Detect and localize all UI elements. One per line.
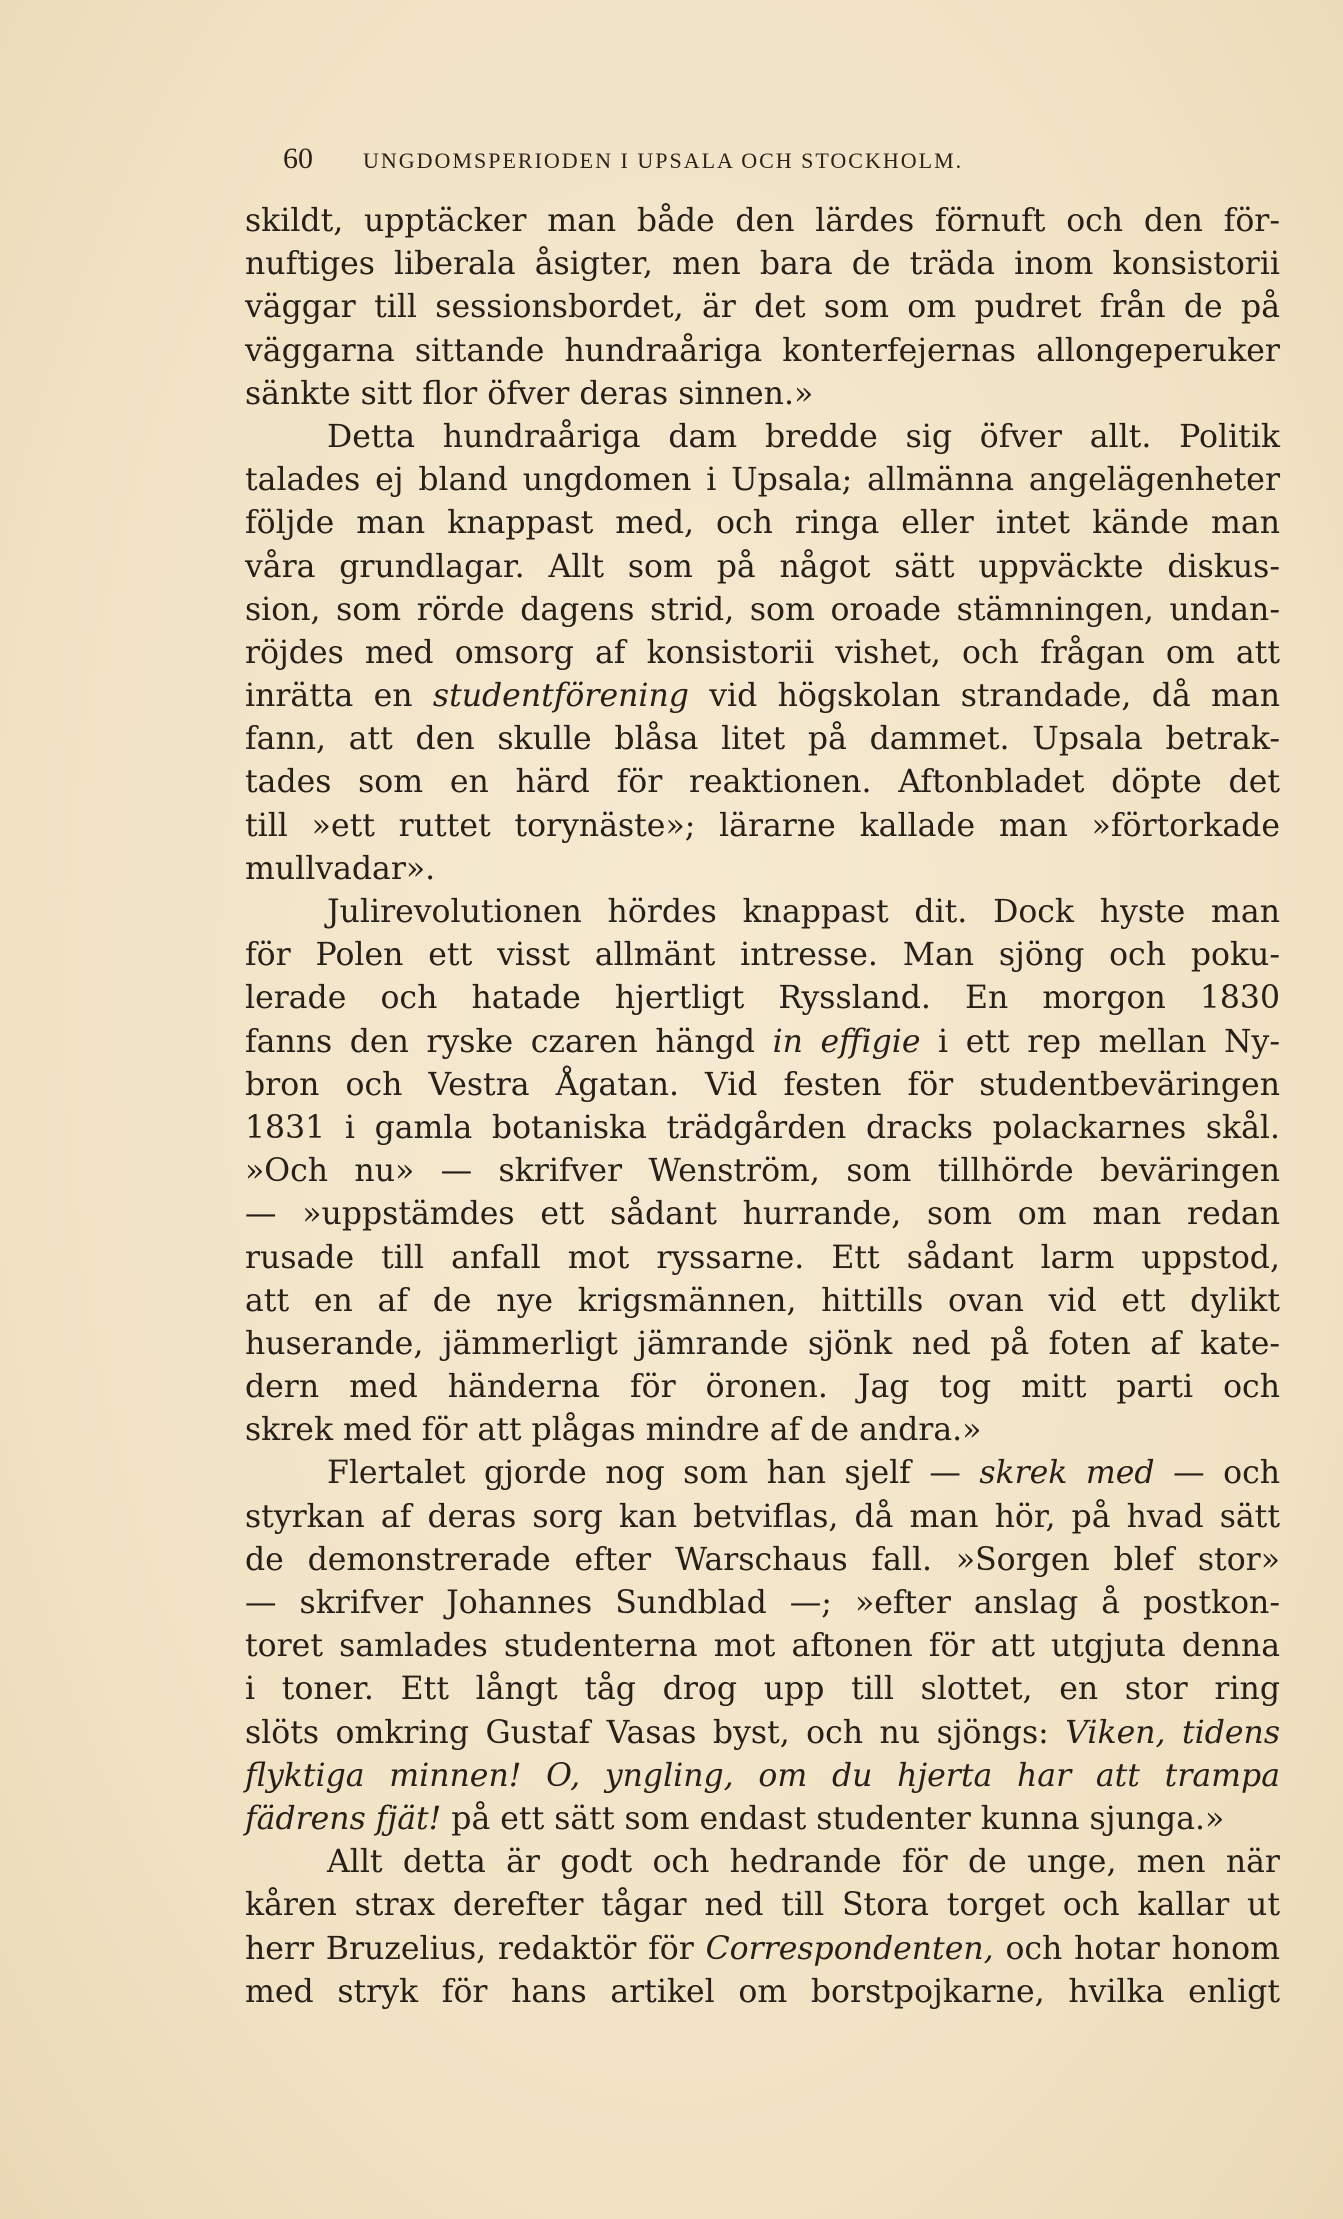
text-line: — »uppstämdes ett sådant hurrande, som om man redan — [245, 1196, 1280, 1233]
italic-phrase: flyktiga minnen! O, yngling, om du hjerta har att trampa — [245, 1757, 1280, 1794]
text-line: mullvadar». — [245, 850, 436, 887]
text-line — [245, 1928, 1280, 1971]
text-line: rusade till anfall mot ryssarne. Ett sådant larm uppstod, — [245, 1239, 1280, 1276]
text-line: till »ett ruttet torynäste»; lärarne kallade man »förtorkade — [245, 807, 1280, 844]
italic-phrase: fädrens fjät! — [245, 1800, 442, 1837]
italic-phrase: Viken, tidens — [1065, 1714, 1280, 1751]
text-line: lerade och hatade hjertligt Ryssland. En morgon 1830 — [245, 980, 1280, 1017]
text-line: våra grundlagar. Allt som på något sätt uppväckte diskus- — [245, 548, 1280, 585]
text-line: i toner. Ett långt tåg drog upp till slottet, en stor ring — [245, 1671, 1280, 1708]
text-segment: slöts omkring Gustaf Vasas byst, och nu sjöngs: — [245, 1714, 1066, 1751]
text-line: »Och nu» — skrifver Wenström, som tillhörde beväringen — [245, 1153, 1280, 1190]
italic-phrase: Correspondenten, — [705, 1930, 994, 1967]
text-line: med stryk för hans artikel om borstpojkarne, hvilka enligt — [245, 1973, 1280, 2010]
text-line — [245, 675, 1280, 718]
text-line: Detta hundraåriga dam bredde sig öfver allt. Politik — [327, 418, 1280, 455]
text-line: de demonstrerade efter Warschaus fall. »Sorgen blef stor» — [245, 1541, 1280, 1578]
text-line: 1831 i gamla botaniska trädgården dracks polackarnes skål. — [245, 1109, 1280, 1146]
body-text — [245, 200, 1280, 2014]
text-segment: på ett sätt som endast studenter kunna sjunga.» — [441, 1800, 1225, 1837]
text-line: talades ej bland ungdomen i Upsala; allmänna angelägenheter — [245, 462, 1280, 499]
text-line: kåren strax derefter tågar ned till Stora torget och kallar ut — [245, 1887, 1280, 1924]
italic-phrase: skrek med — [979, 1455, 1155, 1492]
text-line — [245, 1755, 1280, 1798]
text-line: toret samlades studenterna mot aftonen för att utgjuta denna — [245, 1628, 1280, 1665]
text-line: väggarna sittande hundraåriga konterfejernas allongeperuker — [245, 332, 1280, 369]
text-line: tades som en härd för reaktionen. Aftonbladet döpte det — [245, 764, 1280, 801]
text-line: — skrifver Johannes Sundblad —; »efter anslag å postkon- — [245, 1585, 1280, 1621]
running-title: UNGDOMSPERIODEN I UPSALA OCH STOCKHOLM. — [363, 148, 964, 173]
text-segment: — och — [1154, 1455, 1281, 1492]
text-segment: vid högskolan strandade, då man — [688, 678, 1280, 715]
text-line: nuftiges liberala åsigter, men bara de träda inom konsistorii — [245, 246, 1280, 283]
text-line: väggar till sessionsbordet, är det som om pudret från de på — [245, 289, 1280, 326]
text-line: dern med händerna för öronen. Jag tog mitt parti och — [245, 1369, 1280, 1406]
text-line: fann, att den skulle blåsa litet på dammet. Upsala betrak- — [245, 721, 1280, 758]
italic-phrase: studentförening — [432, 678, 689, 715]
text-segment: Flertalet gjorde nog som han sjelf — — [327, 1455, 980, 1492]
text-line: skildt, upptäcker man både den lärdes förnuft och den för- — [245, 203, 1280, 239]
text-line — [245, 1798, 1280, 1841]
text-line: styrkan af deras sorg kan betviflas, då man hör, på hvad sätt — [245, 1498, 1280, 1535]
text-segment: i ett rep mellan Ny- — [920, 1023, 1280, 1060]
text-line — [245, 1021, 1280, 1064]
text-line: skrek med för att plågas mindre af de andra.» — [245, 1412, 982, 1449]
text-line: sänkte sitt flor öfver deras sinnen.» — [245, 375, 814, 412]
page-header — [283, 142, 1168, 184]
page-number: 60 — [283, 142, 313, 175]
text-line: Allt detta är godt och hedrande för de unge, men när — [327, 1844, 1280, 1881]
text-line: för Polen ett visst allmänt intresse. Man sjöng och poku- — [245, 937, 1280, 974]
text-segment: och hotar honom — [993, 1930, 1280, 1967]
text-line: följde man knappast med, och ringa eller intet kände man — [245, 505, 1280, 542]
text-line: sion, som rörde dagens strid, som oroade stämningen, undan- — [245, 591, 1280, 628]
text-line: att en af de nye krigsmännen, hittills ovan vid ett dylikt — [245, 1282, 1280, 1319]
text-line: röjdes med omsorg af konsistorii vishet, och frågan om att — [245, 634, 1280, 671]
text-line — [245, 1452, 1280, 1495]
text-segment: inrätta en — [245, 678, 433, 715]
text-line: bron och Vestra Ågatan. Vid festen för studentbeväringen — [245, 1066, 1280, 1103]
text-segment: herr Bruzelius, redaktör för — [245, 1930, 706, 1967]
italic-phrase: in effigie — [772, 1023, 921, 1060]
text-segment: fanns den ryske czaren hängd — [245, 1023, 773, 1060]
text-line: huserande, jämmerligt jämrande sjönk ned på foten af kate- — [245, 1325, 1280, 1362]
text-line — [245, 1712, 1280, 1755]
text-line: Julirevolutionen hördes knappast dit. Dock hyste man — [327, 894, 1280, 930]
